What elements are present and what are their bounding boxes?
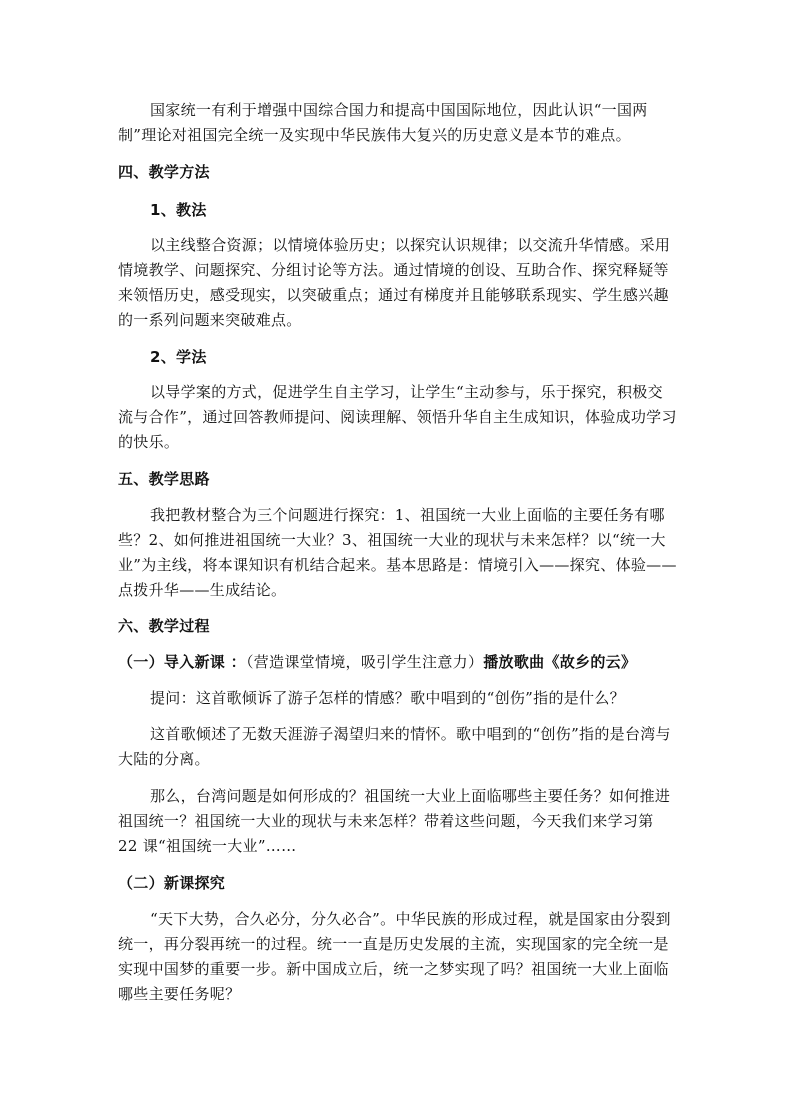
paragraph-learning-method: 以导学案的方式，促进学生自主学习，让学生“主动参与，乐于探究，积极交流与合作”，通过回答教师提问、阅读理解、领悟升华自主生成知识，体验成功学习的快乐。 [118,383,677,451]
paragraph-question: 提问：这首歌倾诉了游子怎样的情感？歌中唱到的“创伤”指的是什么？ [150,689,625,707]
subheading-introduction [118,650,698,675]
paragraph-transition: 那么，台湾问题是如何形成的？祖国统一大业上面临哪些主要任务？如何推进祖国统一？祖国统一大业的现状与未来怎样？带着这些问题，今天我们来学习第 22 课“祖国统一大业”…… [118,787,671,855]
intro-song: 播放歌曲《故乡的云》 [483,653,637,671]
subheading-learning-method: 2、学法 [150,348,207,366]
paragraph-new-lesson: “天下大势，合久必分，分久必合”。中华民族的形成过程，就是国家由分裂到统一，再分裂再统一的过程。统一一直是历史发展的主流，实现国家的完全统一是实现中国梦的重要一步。新中国成立后，统一之梦实现了吗？祖国统一大业上面临哪些主要任务呢？ [118,910,671,1003]
intro-purpose: （营造课堂情境，吸引学生注意力） [245,653,484,671]
paragraph-teaching-method: 以主线整合资源；以情境体验历史；以探究认识规律；以交流升华情感。采用情境教学、问题探究、分组讨论等方法。通过情境的创设、互助合作、探究释疑等来领悟历史，感受现实，以突破重点；通过有梯度并且能够联系现实、学生感兴趣的一系列问题来突破难点。 [118,236,671,329]
intro-label: （一）导入新课 ： [118,653,246,671]
subheading-new-lesson: （二）新课探究 [118,874,226,892]
paragraph-answer: 这首歌倾述了无数天涯游子渴望归来的情怀。歌中唱到的“创伤”指的是台湾与大陆的分离。 [118,725,671,768]
paragraph-difficulty: 国家统一有利于增强中国综合国力和提高中国国际地位，因此认识“一国两制”理论对祖国完全统一及实现中华民族伟大复兴的历史意义是本节的难点。 [118,101,648,144]
section-heading-teaching-approach: 五、教学思路 [118,470,210,488]
section-heading-teaching-process: 六、教学过程 [118,617,210,635]
paragraph-teaching-approach: 我把教材整合为三个问题进行探究：1、祖国统一大业上面临的主要任务有哪些？2、如何推进祖国统一大业？3、祖国统一大业的现状与未来怎样？以“统一大业”为主线，将本课知识有机结合起来。基本思路是：情境引入——探究、体验——点拨升华——生成结论。 [118,506,677,599]
subheading-teaching-method: 1、教法 [150,201,207,219]
section-heading-teaching-methods: 四、教学方法 [118,163,210,181]
